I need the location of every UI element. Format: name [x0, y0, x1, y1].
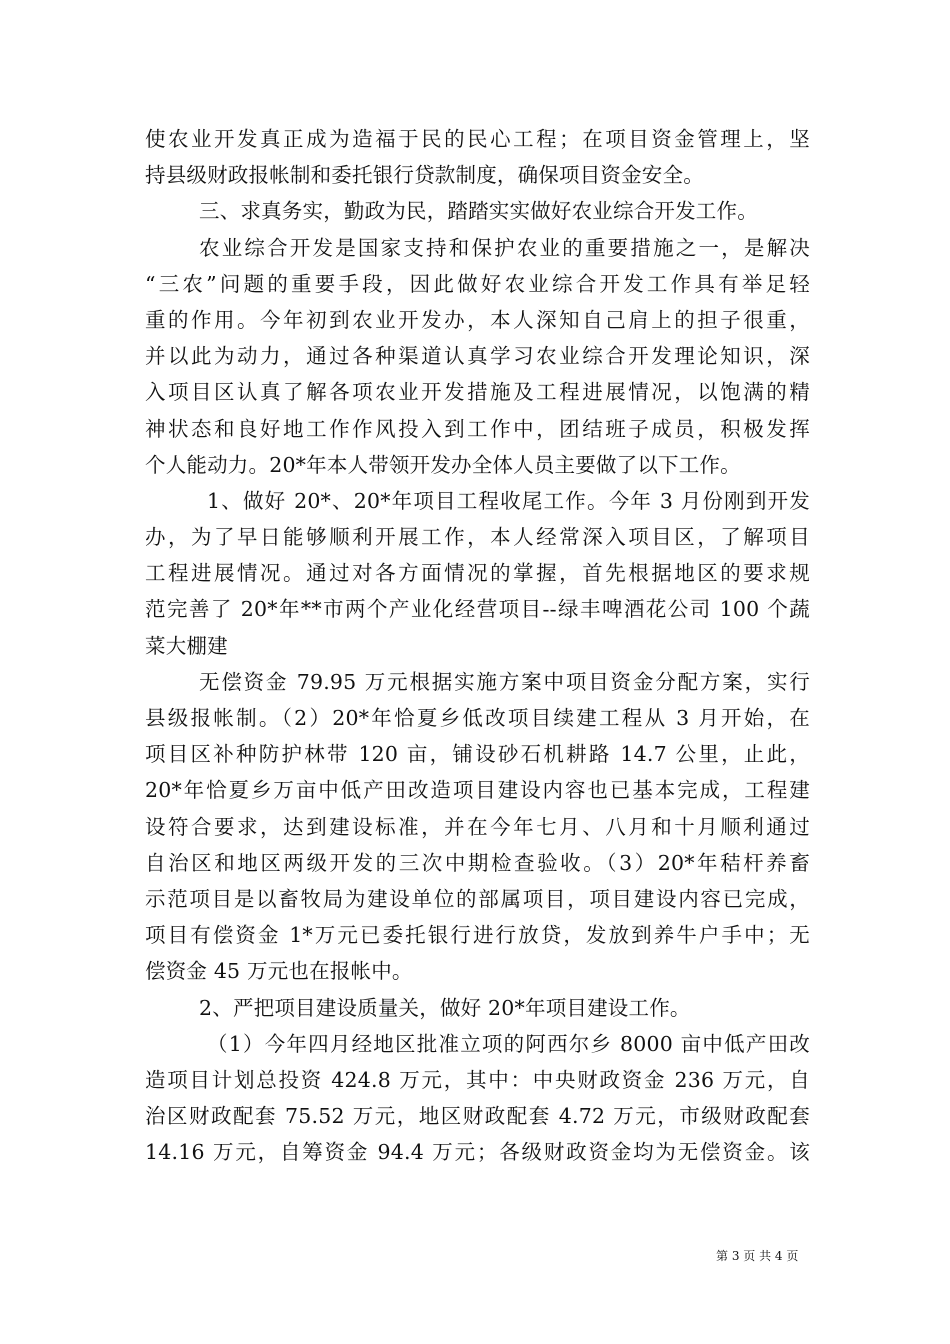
text-line: 菜大棚建: [145, 633, 228, 658]
section-heading: 三、求真务实，勤政为民，踏踏实实做好农业综合开发工作。: [199, 199, 758, 224]
document-body: [145, 121, 810, 1170]
section-heading: 2、严把项目建设质量关，做好 20*年项目建设工作。: [199, 995, 691, 1020]
text-line: 范完善了 20*年**市两个产业化经营项目--绿丰啤酒花公司 100 个蔬: [145, 597, 810, 622]
text-line: “三农”问题的重要手段，因此做好农业综合开发工作具有举足轻: [145, 271, 810, 296]
text-line: 使农业开发真正成为造福于民的民心工程；在项目资金管理上，坚: [145, 127, 810, 151]
text-line: 工程进展情况。通过对各方面情况的掌握，首先根据地区的要求规: [145, 561, 810, 586]
text-line: 县级报帐制。（2）20*年恰夏乡低改项目续建工程从 3 月开始，在: [145, 706, 810, 730]
text-line: 1、做好 20*、20*年项目工程收尾工作。今年 3 月份刚到开发: [207, 488, 810, 513]
text-line: 项目区补种防护林带 120 亩，铺设砂石机耕路 14.7 公里，止此，: [145, 742, 810, 767]
text-line: 偿资金 45 万元也在报帐中。: [145, 959, 413, 984]
page-number: 第 3 页 共 4 页: [716, 1249, 799, 1263]
text-line: 示范项目是以畜牧局为建设单位的部属项目，项目建设内容已完成，: [145, 886, 810, 911]
text-line: 个人能动力。20*年本人带领开发办全体人员主要做了以下工作。: [145, 452, 741, 477]
text-line: （1）今年四月经地区批准立项的阿西尔乡 8000 亩中低产田改: [207, 1031, 810, 1056]
text-line: 并以此为动力，通过各种渠道认真学习农业综合开发理论知识，深: [145, 344, 810, 369]
text-line: 农业综合开发是国家支持和保护农业的重要措施之一，是解决: [199, 235, 810, 260]
text-line: 持县级财政报帐制和委托银行贷款制度，确保项目资金安全。: [145, 163, 704, 188]
text-line: 治区财政配套 75.52 万元，地区财政配套 4.72 万元，市级财政配套: [145, 1104, 810, 1129]
text-line: 办，为了早日能够顺利开展工作，本人经常深入项目区，了解项目: [145, 525, 810, 550]
text-line: 14.16 万元，自筹资金 94.4 万元；各级财政资金均为无偿资金。该: [145, 1140, 810, 1165]
text-line: 20*年恰夏乡万亩中低产田改造项目建设内容也已基本完成，工程建: [145, 778, 810, 803]
text-line: 造项目计划总投资 424.8 万元，其中：中央财政资金 236 万元，自: [145, 1067, 810, 1092]
text-line: 设符合要求，达到建设标准，并在今年七月、八月和十月顺利通过: [145, 814, 810, 839]
text-line: 无偿资金 79.95 万元根据实施方案中项目资金分配方案，实行: [199, 669, 810, 694]
text-line: 自治区和地区两级开发的三次中期检查验收。（3）20*年秸杆养畜: [145, 850, 810, 875]
text-line: 入项目区认真了解各项农业开发措施及工程进展情况，以饱满的精: [145, 380, 810, 405]
text-line: 重的作用。今年初到农业开发办，本人深知自己肩上的担子很重，: [145, 307, 810, 332]
text-line: 项目有偿资金 1*万元已委托银行进行放贷，发放到养牛户手中；无: [145, 923, 810, 948]
text-line: 神状态和良好地工作作风投入到工作中，团结班子成员，积极发挥: [145, 416, 810, 441]
